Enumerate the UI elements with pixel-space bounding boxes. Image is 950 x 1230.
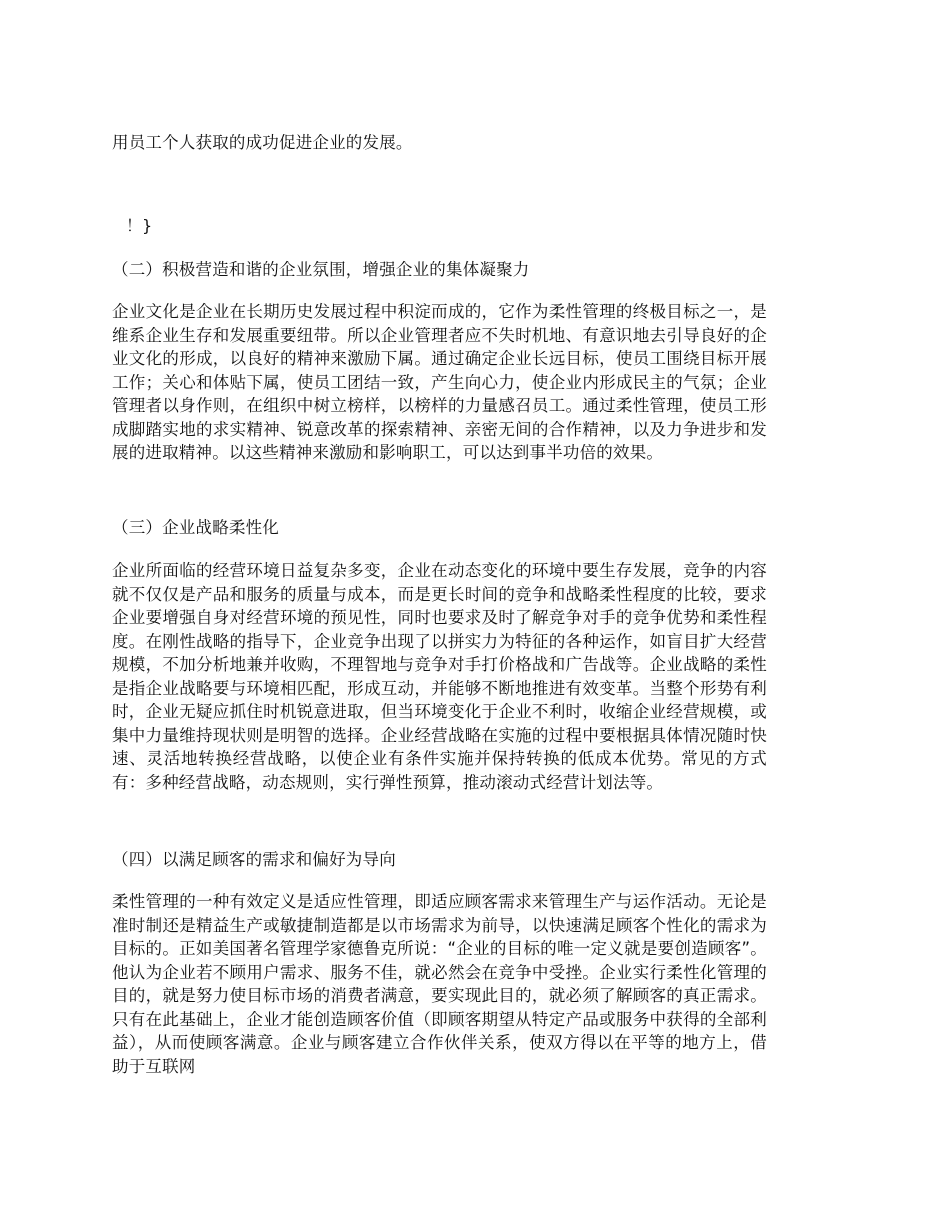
section-3-paragraph: 企业所面临的经营环境日益复杂多变，企业在动态变化的环境中要生存发展，竞争的内容就不仅仅是产品和服务的质量与成本，而是更长时间的竞争和战略柔性程度的比较，要求企业要增强自身对经营环境的预见性，同时也要求及时了解竞争对手的竞争优势和柔性程度。在刚性战略的指导下，企业竞争出现了以拼实力为特征的各种运作，如盲目扩大经营规模，不加分析地兼并收购，不理智地与竞争对手打价格战和广告战等。企业战略的柔性是指企业战略要与环境相匹配，形成互动，并能够不断地推进有效变革。当整个形势有利时，企业无疑应抓住时机锐意进取，但当环境变化于企业不利时，收缩企业经营规模，或集中力量维持现状则是明智的选择。企业经营战略在实施的过程中要根据具体情况随时快速、灵活地转换经营战略，以使企业有条件实施并保持转换的低成本优势。常见的方式有：多种经营战略，动态规则，实行弹性预算，推动滚动式经营计划法等。 — [112, 561, 767, 792]
section-heading-4: （四）以满足顾客的需求和偏好为导向 — [112, 850, 396, 869]
section-2-paragraph: 企业文化是企业在长期历史发展过程中积淀而成的，它作为柔性管理的终极目标之一，是维系企业生存和发展重要纽带。所以企业管理者应不失时机地、有意识地去引导良好的企业文化的形成，以良好的精神来激励下属。通过确定企业长远目标，使员工围绕目标开展工作；关心和体贴下属，使员工团结一致，产生向心力，使企业内形成民主的气氛；企业管理者以身作则，在组织中树立榜样，以榜样的力量感召员工。通过柔性管理，使员工形成脚踏实地的求实精神、锐意改革的探索精神、亲密无间的合作精神，以及力争进步和发展的进取精神。以这些精神来激励和影响职工，可以达到事半功倍的效果。 — [112, 302, 767, 462]
section-heading-3: （三）企业战略柔性化 — [112, 518, 279, 537]
intro-tail-line: 用员工个人获取的成功促进企业的发展。 — [112, 133, 413, 152]
stray-mark: ！} — [126, 216, 153, 235]
section-heading-2: （二）积极营造和谐的企业氛围，增强企业的集体凝聚力 — [112, 260, 530, 279]
section-4-paragraph: 柔性管理的一种有效定义是适应性管理，即适应顾客需求来管理生产与运作活动。无论是准时制还是精益生产或敏捷制造都是以市场需求为前导，以快速满足顾客个性化的需求为目标的。正如美国著名管理学家德鲁克所说：“企业的目标的唯一定义就是要创造顾客”。他认为企业若不顾用户需求、服务不佳，就必然会在竞争中受挫。企业实行柔性化管理的目的，就是努力使目标市场的消费者满意，要实现此目的，就必须了解顾客的真正需求。只有在此基础上，企业才能创造顾客价值（即顾客期望从特定产品或服务中获得的全部利益），从而使顾客满意。企业与顾客建立合作伙伴关系，使双方得以在平等的地方上，借助于互联网 — [112, 892, 767, 1076]
